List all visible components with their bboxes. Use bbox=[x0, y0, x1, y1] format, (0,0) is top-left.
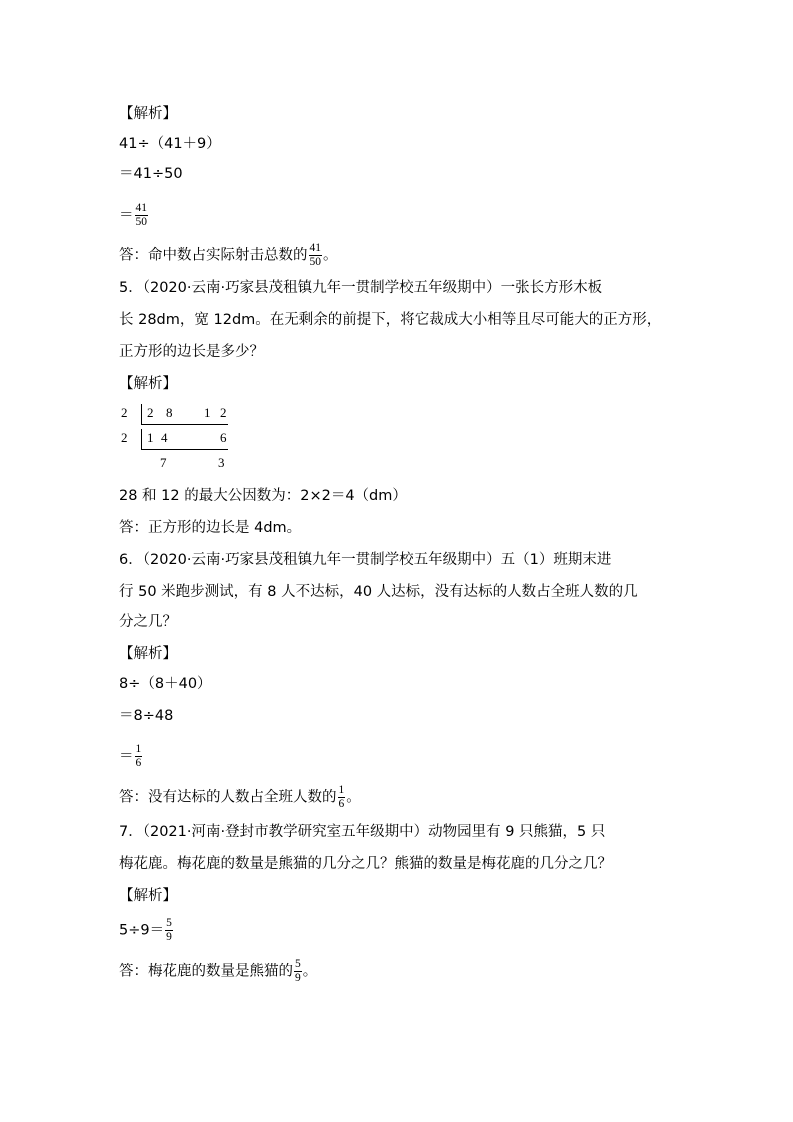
quotient-digit: 7 bbox=[160, 455, 167, 470]
calc-step-fraction bbox=[119, 743, 143, 770]
fraction-denominator: 9 bbox=[166, 931, 172, 943]
equals-sign: ＝ bbox=[119, 748, 134, 765]
calc-step: 41÷（41＋9） bbox=[119, 136, 221, 152]
fraction-numerator: 1 bbox=[135, 743, 142, 755]
fraction bbox=[294, 958, 302, 985]
fraction-denominator: 6 bbox=[338, 798, 345, 810]
equals-sign: ＝ bbox=[119, 207, 134, 224]
fraction-numerator: 5 bbox=[295, 958, 301, 970]
answer-text: 答：没有达标的人数占全班人数的 bbox=[119, 789, 337, 806]
fraction-numerator: 41 bbox=[135, 202, 147, 214]
question-6-text: 分之几？ bbox=[119, 614, 177, 630]
fraction bbox=[165, 917, 173, 944]
fraction bbox=[135, 202, 149, 229]
answer-line: 答：正方形的边长是 4dm。 bbox=[119, 520, 302, 536]
answer-line bbox=[119, 242, 338, 269]
answer-text: 答：命中数占实际射击总数的 bbox=[119, 247, 308, 264]
question-6-text: 行 50 米跑步测试，有 8 人不达标，40 人达标，没有达标的人数占全班人数的几 bbox=[119, 584, 638, 600]
fraction-numerator: 41 bbox=[309, 242, 321, 254]
quotient-digit: 6 bbox=[220, 430, 227, 445]
answer-line bbox=[119, 958, 317, 985]
fraction bbox=[135, 743, 143, 770]
calc-text: 5÷9＝ bbox=[119, 922, 165, 939]
divisor: 2 bbox=[121, 405, 128, 420]
calc-step-fraction bbox=[119, 917, 174, 944]
fraction-numerator: 1 bbox=[338, 784, 345, 796]
analysis-heading: 【解析】 bbox=[119, 888, 177, 904]
period: 。 bbox=[323, 247, 338, 264]
period: 。 bbox=[302, 963, 318, 980]
division-line bbox=[141, 424, 228, 425]
fraction bbox=[338, 784, 346, 811]
analysis-heading: 【解析】 bbox=[119, 646, 177, 662]
fraction-denominator: 6 bbox=[135, 757, 142, 769]
question-7-text: 梅花鹿。梅花鹿的数量是熊猫的几分之几？熊猫的数量是梅花鹿的几分之几？ bbox=[119, 856, 612, 872]
fraction-denominator: 9 bbox=[295, 972, 301, 984]
question-5-text: 5．（2020·云南·巧家县茂租镇九年一贯制学校五年级期中）一张长方形木板 bbox=[119, 280, 603, 296]
fraction bbox=[309, 242, 323, 269]
result-line: 28 和 12 的最大公因数为：2×2＝4（dm） bbox=[119, 488, 407, 504]
analysis-heading: 【解析】 bbox=[119, 106, 177, 122]
fraction-numerator: 5 bbox=[166, 917, 172, 929]
quotient-digit: 3 bbox=[218, 455, 225, 470]
division-line bbox=[141, 449, 228, 450]
dividend-digit: 2 bbox=[147, 405, 154, 420]
divisor: 2 bbox=[121, 430, 128, 445]
quotient-digit: 1 bbox=[147, 430, 154, 445]
question-7-text: 7．（2021·河南·登封市教学研究室五年级期中）动物园里有 9 只熊猫，5 只 bbox=[119, 824, 606, 840]
dividend-digit: 8 bbox=[166, 405, 173, 420]
question-6-text: 6．（2020·云南·巧家县茂租镇九年一贯制学校五年级期中）五（1）班期末进 bbox=[119, 552, 612, 568]
answer-line bbox=[119, 784, 361, 811]
period: 。 bbox=[346, 789, 361, 806]
calc-step: 8÷（8＋40） bbox=[119, 676, 212, 692]
fraction-denominator: 50 bbox=[309, 256, 321, 268]
fraction-denominator: 50 bbox=[135, 216, 147, 228]
question-5-text: 长 28dm，宽 12dm。在无剩余的前提下，将它裁成大小相等且尽可能大的正方形， bbox=[119, 312, 662, 328]
analysis-heading: 【解析】 bbox=[119, 376, 177, 392]
dividend-digit: 2 bbox=[220, 405, 227, 420]
quotient-digit: 4 bbox=[161, 430, 168, 445]
answer-text: 答：梅花鹿的数量是熊猫的 bbox=[119, 963, 293, 980]
calc-step: ＝41÷50 bbox=[119, 166, 183, 182]
division-bracket bbox=[141, 429, 142, 449]
calc-step-fraction bbox=[119, 202, 149, 229]
question-5-text: 正方形的边长是多少？ bbox=[119, 344, 264, 360]
dividend-digit: 1 bbox=[204, 405, 211, 420]
calc-step: ＝8÷48 bbox=[119, 708, 174, 724]
division-bracket bbox=[141, 404, 142, 424]
